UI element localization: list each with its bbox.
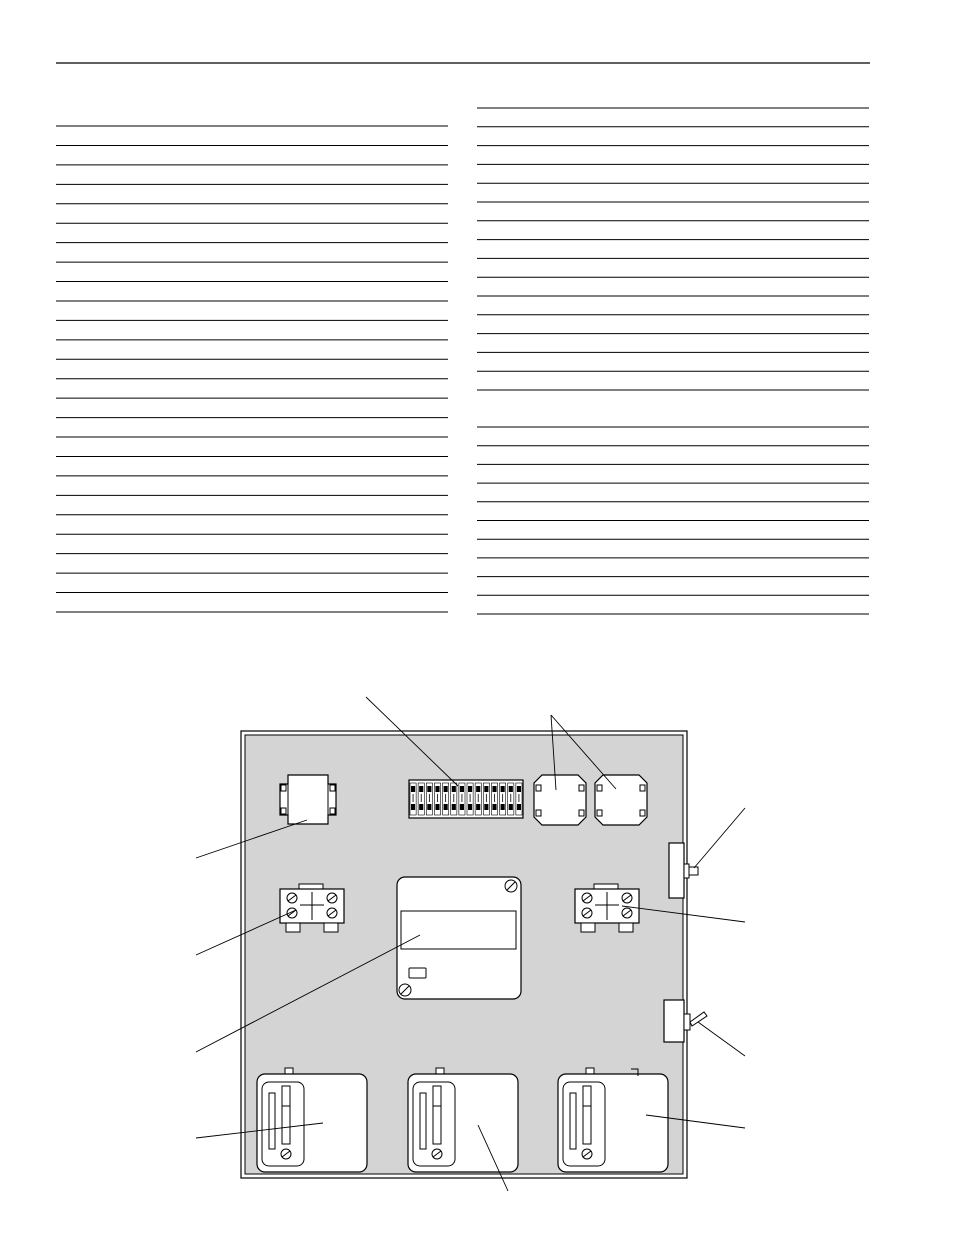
terminal <box>500 783 506 815</box>
terminal <box>491 783 497 815</box>
breaker-right <box>558 1068 668 1172</box>
terminal <box>516 783 522 815</box>
terminal <box>434 783 440 815</box>
terminal-strip <box>409 780 523 818</box>
relay-top-left <box>280 775 336 824</box>
breaker-left <box>257 1068 367 1172</box>
fuse-holder-left <box>534 775 586 825</box>
leader-switch-lower <box>698 1022 745 1056</box>
terminal <box>410 783 416 815</box>
terminal <box>467 783 473 815</box>
right-table <box>477 108 869 614</box>
terminal <box>475 783 481 815</box>
terminal <box>426 783 432 815</box>
terminal <box>418 783 424 815</box>
terminal <box>443 783 449 815</box>
left-table <box>56 126 448 612</box>
breaker-middle <box>408 1068 518 1172</box>
terminal <box>451 783 457 815</box>
terminal <box>483 783 489 815</box>
terminal <box>459 783 465 815</box>
central-module <box>397 877 521 999</box>
leader-switch-upper <box>694 808 745 868</box>
switch-upper[interactable] <box>669 843 698 898</box>
fuse-holder-right <box>595 775 647 825</box>
terminal <box>508 783 514 815</box>
